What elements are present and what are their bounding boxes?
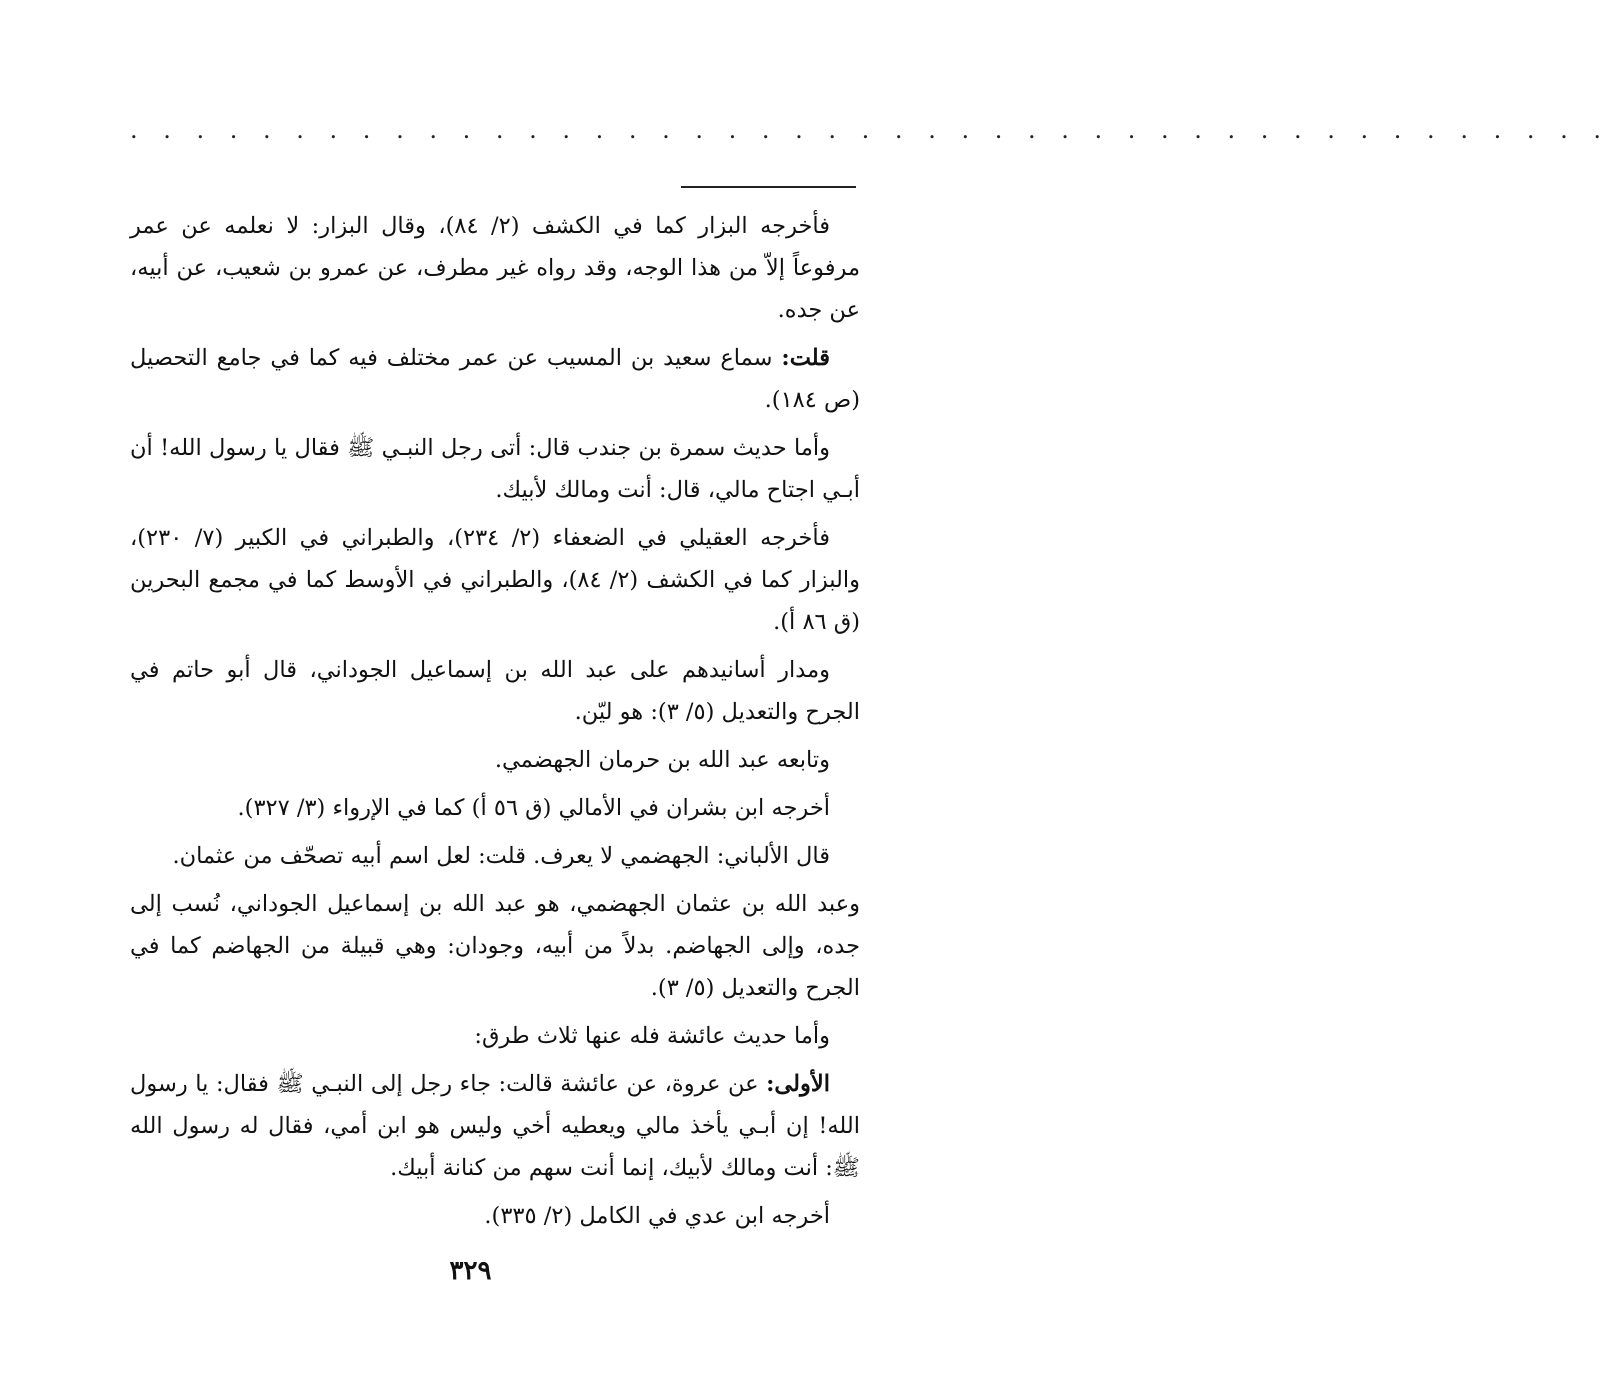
paragraph-lead: قلت: bbox=[781, 345, 830, 371]
footnote-rule bbox=[681, 186, 856, 188]
paragraph: وتابعه عبد الله بن حرمان الجهضمي. bbox=[494, 747, 830, 773]
paragraph: ومدار أسانيدهم على عبد الله بن إسماعيل الجوداني، قال أبو حاتم في الجرح والتعديل (٥/ ٣): هو ليّن. bbox=[130, 657, 860, 725]
paragraph: أخرجه ابن عدي في الكامل (٢/ ٣٣٥). bbox=[484, 1203, 830, 1229]
separator-dots: . . . . . . . . . . . . . . . . . . . . . . . . . . . . . . . . . . . . . . . . . . . . . bbox=[130, 116, 1610, 144]
paragraph: وأما حديث سمرة بن جندب قال: أتى رجل النبـي ﷺ فقال يا رسول الله! أن أبـي اجتاح مالي، قال: أنت ومالك لأبيك. bbox=[130, 435, 860, 503]
page-body bbox=[130, 205, 860, 1243]
paragraph: قلت: سماع سعيد بن المسيب عن عمر مختلف فيه كما في جامع التحصيل (ص ١٨٤). bbox=[130, 345, 860, 413]
paragraph: وأما حديث عائشة فله عنها ثلاث طرق: bbox=[474, 1023, 830, 1049]
page-number: ٣٢٩ bbox=[449, 1256, 492, 1286]
paragraph: أخرجه ابن بشران في الأمالي (ق ٥٦ أ) كما في الإرواء (٣/ ٣٢٧). bbox=[237, 795, 830, 821]
paragraph: فأخرجه العقيلي في الضعفاء (٢/ ٢٣٤)، والطبراني في الكبير (٧/ ٢٣٠)، والبزار كما في الكشف (٢/ ٨٤)، والطبراني في الأوسط كما في مجمع البحرين (ق ٨٦ أ). bbox=[130, 525, 860, 635]
paragraph: فأخرجه البزار كما في الكشف (٢/ ٨٤)، وقال البزار: لا نعلمه عن عمر مرفوعاً إلاّ من هذا الوجه، وقد رواه غير مطرف، عن عمرو بن شعيب، عن أبيه، عن جده. bbox=[130, 213, 860, 323]
paragraph: قال الألباني: الجهضمي لا يعرف. قلت: لعل اسم أبيه تصحّف من عثمان. bbox=[172, 843, 830, 869]
paragraph: الأولى: عن عروة، عن عائشة قالت: جاء رجل إلى النبـي ﷺ فقال: يا رسول الله! إن أبـي يأخذ مالي ويعطيه أخي وليس هو ابن أمي، فقال له رسول الله ﷺ: أنت ومالك لأبيك، إنما أنت سهم من كنانة أبيك. bbox=[130, 1071, 860, 1181]
paragraph: وعبد الله بن عثمان الجهضمي، هو عبد الله بن إسماعيل الجوداني، نُسب إلى جده، وإلى الجهاضم. بدلاً من أبيه، وجودان: وهي قبيلة من الجهاضم كما في الجرح والتعديل (٥/ ٣). bbox=[130, 891, 860, 1001]
paragraph-lead: الأولى: bbox=[766, 1071, 830, 1097]
